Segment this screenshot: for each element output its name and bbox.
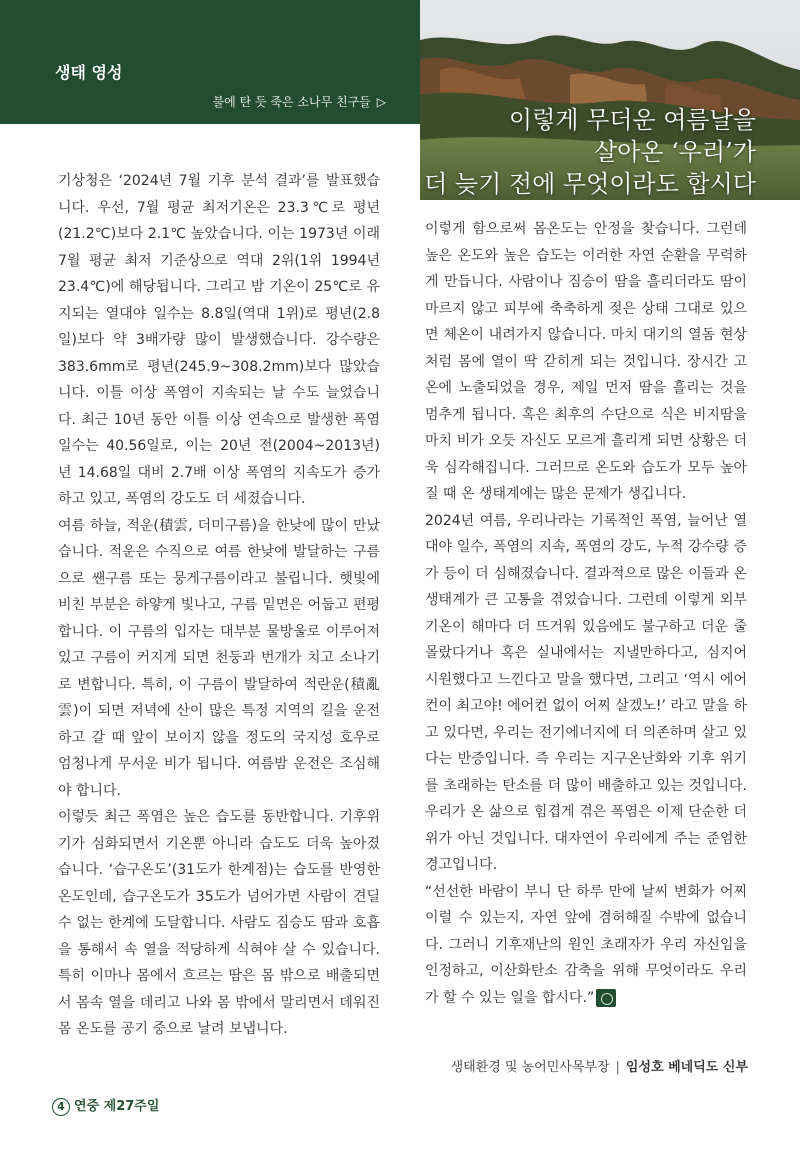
headline-line-3: 더 늦기 전에 무엇이라도 합시다 — [424, 170, 756, 198]
header-banner — [0, 0, 420, 124]
paragraph: 이렇듯 최근 폭염은 높은 습도를 동반합니다. 기후위기가 심화되면서 기온뿐 아니라 습도도 더욱 높아졌습니다. ‘습구온도’(31도가 한계점)는 습도를 반영한 온도인데, 습구온도가 35도가 넘어가면 사람이 견딜 수 없는 한계에 도달합니다. 사람도 짐승도 땀과 호흡을 통해서 속 열을 적당하게 식혀야 살 수 있습니다. 특히 이마나 몸에서 흐르는 땀은 몸 밖으로 배출되면서 몸속 열을 데리고 나와 몸 밖에서 말리면서 데워진 몸 온도를 공기 중으로 날려 보냅니다. — [58, 809, 380, 1037]
author-name: 임성호 베네딕도 신부 — [625, 1060, 748, 1075]
article-subtitle — [213, 93, 386, 110]
paragraph: 기상청은 ‘2024년 7월 기후 분석 결과’를 발표했습니다. 우선, 7월 평균 최저기온은 23.3℃로 평년(21.2℃)보다 2.1℃ 높았습니다. 이는 1973년 이래 7월 평균 최저 기준상으로 역대 2위(1위 1994년 23.4℃)에 해당됩니다. 그리고 밤 기온이 25℃로 유지되는 열대야 일수는 8.8일(역대 1위)로 평년(2.8일)보다 약 3배가량 많이 발생했습니다. 강수량은 383.6mm로 평년(245.9~308.2mm)보다 많았습니다. 이틀 이상 폭염이 지속되는 날 수도 늘었습니다. 최근 10년 동안 이틀 이상 연속으로 발생한 폭염 일수는 40.56일로, 이는 20년 전(2004~2013년)년 14.68일 대비 2.7배 이상 폭염의 지속도가 증가하고 있고, 폭염의 강도도 더 세졌습니다. — [58, 173, 380, 507]
issue-label: 연중 제27주일 — [74, 1099, 160, 1114]
headline-line-2: 살아온 ‘우리’가 — [594, 138, 756, 166]
signature-separator: | — [615, 1060, 620, 1075]
closing-quote-text: “선선한 바람이 부니 단 하루 만에 날씨 변화가 어찌 이럴 수 있는지, 자연 앞에 겸허해질 수밖에 없습니다. 그러니 기후재난의 원인 초래자가 우리 자신임을 인정하고, 이산화탄소 감축을 위해 무엇이라도 우리가 할 수 있는 일을 합시다.” — [425, 883, 747, 1006]
headline-line-1: 이렇게 무더운 여름날을 — [508, 106, 756, 134]
page-footer — [52, 1095, 159, 1116]
page-number: 4 — [52, 1098, 70, 1116]
paragraph: 여름 하늘, 적운(積雲, 더미구름)을 한낮에 많이 만났습니다. 적운은 수직으로 여름 한낮에 발달하는 구름으로 쌘구름 또는 뭉게구름이라고 불립니다. 햇빛에 비친 부분은 하얗게 빛나고, 구름 밑면은 어둡고 편평합니다. 이 구름의 입자는 대부분 물방울로 이루어져 있고 구름이 커지게 되면 천둥과 번개가 치고 소나기로 변합니다. 특히, 이 구름이 발달하여 적란운(積亂雲)이 되면 저녁에 산이 많은 특정 지역의 길을 운전하고 갈 때 앞이 보이지 않을 정도의 국지성 호우로 엄청나게 무서운 비가 됩니다. 여름밤 운전은 조심해야 합니다. — [58, 517, 380, 799]
headline — [424, 104, 756, 200]
article-left-column — [58, 168, 380, 1043]
closing-quote — [425, 879, 747, 1012]
article-right-column — [425, 216, 747, 1011]
end-mark-icon — [596, 989, 616, 1007]
subtitle-text: 불에 탄 듯 죽은 소나무 친구들 — [212, 95, 371, 109]
paragraph: 이렇게 함으로써 몸온도는 안정을 찾습니다. 그런데 높은 온도와 높은 습도는 이러한 자연 순환을 무력하게 만듭니다. 사람이나 짐승이 땀을 흘리더라도 땀이 마르지 않고 피부에 축축하게 젖은 상태 그대로 있으면 체온이 내려가지 않습니다. 마치 대기의 열돔 현상처럼 몸에 열이 딱 갇히게 되는 것입니다. 장시간 고온에 노출되었을 경우, 제일 먼저 땀을 흘리는 것을 멈추게 됩니다. 혹은 최후의 수단으로 식은 비지땀을 마치 비가 오듯 자신도 모르게 흘리게 되면 상황은 더욱 심각해집니다. 그러므로 온도와 습도가 모두 높아질 때 온 생태계에는 많은 문제가 생깁니다. — [425, 221, 747, 502]
author-role: 생태환경 및 농어민사목부장 — [450, 1060, 610, 1075]
section-label: 생태 영성 — [55, 63, 123, 82]
triangle-right-icon: ▷ — [376, 95, 386, 109]
author-signature — [451, 1056, 748, 1075]
paragraph: 2024년 여름, 우리나라는 기록적인 폭염, 늘어난 열대야 일수, 폭염의 지속, 폭염의 강도, 누적 강수량 증가 등이 더 심해졌습니다. 결과적으로 많은 이들과 온 생태계가 큰 고통을 겪었습니다. 그런데 이렇게 외부 기온이 해마다 더 뜨거워 있음에도 불구하고 더운 줄 몰랐다거나 혹은 실내에서는 지낼만하다고, 심지어 시원했다고 느낀다고 말을 했다면, 그리고 ‘역시 에어컨이 최고야! 에어컨 없이 어찌 살겠노!’ 라고 말을 하고 있다면, 우리는 전기에너지에 더 의존하며 살고 있다는 반증입니다. 즉 우리는 지구온난화와 기후 위기를 초래하는 탄소를 더 많이 배출하고 있는 것입니다. 우리가 온 삶으로 힘겹게 겪은 폭염은 이제 단순한 더위가 아닌 것입니다. 대자연이 우리에게 주는 준엄한 경고입니다. — [425, 512, 747, 873]
